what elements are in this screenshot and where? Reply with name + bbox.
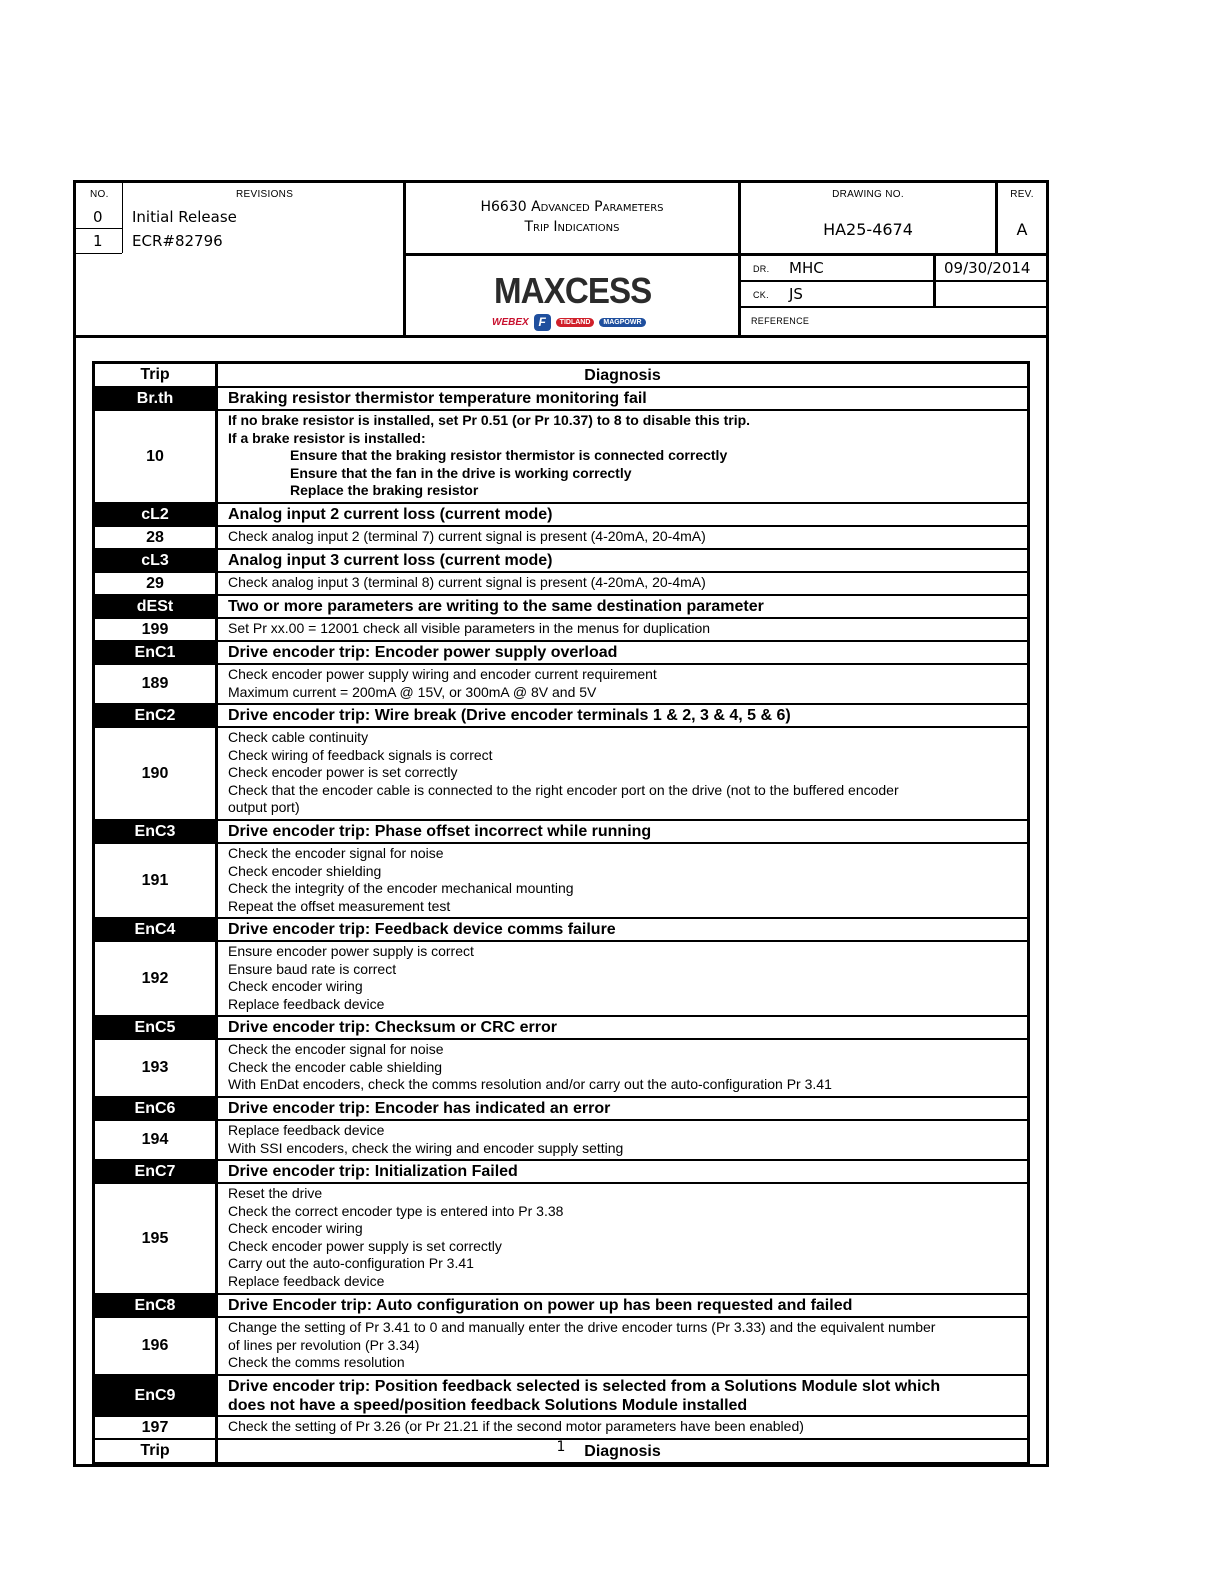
dr-cell (741, 256, 936, 282)
diagnosis-line: Ensure that the braking resistor thermistor is connected correctly (290, 447, 728, 463)
date-cell (936, 256, 1046, 282)
trip-heading-row (95, 1017, 1027, 1040)
title-line-1: H6630 Advanced Parameters (480, 199, 664, 215)
diagnosis-line: Check encoder power supply wiring and encoder current requirement (228, 666, 657, 682)
diagnosis-line: Check encoder shielding (228, 862, 382, 879)
trip-title (218, 1376, 1027, 1415)
trip-table (92, 361, 1030, 1465)
brand-magpowr: MAGPOWR (599, 318, 645, 327)
approvals-block (741, 256, 1046, 338)
trip-number: 199 (95, 619, 218, 640)
trip-diagnosis (218, 527, 1027, 548)
diagnosis-line: Check encoder power supply is set correctly (228, 1237, 502, 1254)
diagnosis-line: Check the encoder cable shielding (228, 1058, 443, 1075)
trip-heading-row (95, 388, 1027, 411)
drawing-number-block (741, 183, 998, 256)
trip-number: 193 (95, 1040, 218, 1096)
revisions-block (76, 183, 406, 338)
diagnosis-line: Replace feedback device (228, 1272, 385, 1289)
trip-title: Drive encoder trip: Encoder power supply overload (228, 644, 618, 661)
diagnosis-line: output port) (228, 799, 300, 815)
date: 09/30/2014 (944, 259, 1031, 277)
trip-detail-row (95, 1121, 1027, 1161)
trip-heading-row (95, 1161, 1027, 1184)
trip-detail-row (95, 1417, 1027, 1440)
trip-heading-row (95, 821, 1027, 844)
title-line-2: Trip Indications (524, 219, 620, 235)
trip-heading-row (95, 1295, 1027, 1318)
diagnosis-line: Check the comms resolution (228, 1354, 405, 1370)
trip-code: EnC2 (95, 705, 218, 726)
trip-number: 196 (95, 1318, 218, 1374)
trip-number: 192 (95, 942, 218, 1015)
trip-title: Drive encoder trip: Phase offset incorrect while running (228, 823, 652, 840)
page-number: 1 (556, 1439, 566, 1455)
diagnosis-line: Reset the drive (228, 1185, 323, 1201)
trip-heading-row (95, 550, 1027, 573)
trip-code: EnC7 (95, 1161, 218, 1182)
diagnosis-line: If a brake resistor is installed: (228, 429, 426, 446)
trip-detail-row (95, 619, 1027, 642)
trip-detail-row (95, 1184, 1027, 1295)
drawn-by: MHC (789, 259, 824, 277)
diagnosis-line: Change the setting of Pr 3.41 to 0 and manually enter the drive encoder turns (Pr 3.33) and the equivalent number (228, 1319, 936, 1335)
diagnosis-line: Check encoder wiring (228, 978, 363, 994)
trip-code: EnC6 (95, 1098, 218, 1119)
trip-code: Br.th (95, 388, 218, 409)
diagnosis-line: Carry out the auto-configuration Pr 3.41 (228, 1255, 474, 1271)
revision-0-number: 0 (93, 208, 103, 226)
diagnosis-line: Check the setting of Pr 3.26 (or Pr 21.21 if the second motor parameters have been enabled) (228, 1418, 804, 1434)
diagnosis-line: Replace feedback device (228, 1122, 385, 1138)
revision-0-desc: Initial Release (132, 208, 237, 226)
diagnosis-line: With EnDat encoders, check the comms resolution and/or carry out the auto-configuration Pr 3.41 (228, 1076, 832, 1092)
trip-diagnosis (218, 573, 1027, 594)
trip-number: 191 (95, 844, 218, 917)
trip-title: Braking resistor thermistor temperature monitoring fail (228, 390, 647, 407)
trip-code: cL2 (95, 504, 218, 525)
diagnosis-line: Check cable continuity (228, 729, 369, 745)
diagnosis-line: Check analog input 2 (terminal 7) current signal is present (4-20mA, 20-4mA) (228, 528, 706, 544)
diagnosis-line: Check wiring of feedback signals is correct (228, 746, 493, 763)
dr-label: DR. (753, 264, 770, 274)
trip-heading-row (95, 596, 1027, 619)
diagnosis-line: Ensure baud rate is correct (228, 960, 397, 977)
trip-title: Two or more parameters are writing to the same destination parameter (228, 598, 764, 615)
trip-heading-row (95, 1376, 1027, 1417)
trip-title: Drive encoder trip: Feedback device comms failure (228, 921, 616, 938)
column-header-trip: Trip (95, 364, 218, 386)
trip-diagnosis (218, 1417, 1027, 1438)
logo-text: MAXCESS (494, 270, 652, 311)
revision-letter-block (998, 183, 1046, 256)
trip-number: 189 (95, 665, 218, 703)
trip-diagnosis (218, 728, 1027, 819)
trip-diagnosis (218, 619, 1027, 640)
diagnosis-line: Replace feedback device (228, 995, 385, 1012)
drawing-number: HA25-4674 (823, 220, 913, 239)
trip-heading-row (95, 919, 1027, 942)
trip-title-line: does not have a speed/position feedback Solutions Module installed (228, 1397, 748, 1414)
revision-divider (76, 228, 122, 229)
revision-1-number: 1 (93, 232, 103, 250)
trip-diagnosis (218, 844, 1027, 917)
trip-number: 194 (95, 1121, 218, 1159)
ck-date-cell (936, 282, 1046, 308)
trip-heading-row (95, 705, 1027, 728)
trip-number: 190 (95, 728, 218, 819)
trip-diagnosis (218, 411, 1027, 502)
trip-title: Drive encoder trip: Initialization Failed (228, 1163, 518, 1180)
diagnosis-line: Check the encoder signal for noise (228, 845, 444, 861)
trip-detail-row (95, 573, 1027, 596)
trip-code: EnC9 (95, 1376, 218, 1415)
rev-label: REV. (1010, 189, 1034, 200)
brand-webex: WEBEX (492, 317, 529, 328)
trip-title: Analog input 2 current loss (current mode) (228, 506, 553, 523)
trip-diagnosis (218, 1121, 1027, 1159)
revisions-label: REVISIONS (236, 189, 294, 200)
trip-diagnosis (218, 665, 1027, 703)
trip-diagnosis (218, 1318, 1027, 1374)
diagnosis-line: of lines per revolution (Pr 3.34) (228, 1336, 420, 1353)
document-title (406, 183, 741, 256)
brand-fife: F (534, 314, 551, 331)
trip-number: 195 (95, 1184, 218, 1293)
trip-code: cL3 (95, 550, 218, 571)
trip-diagnosis (218, 942, 1027, 1015)
trip-heading-row (95, 642, 1027, 665)
trip-code: EnC4 (95, 919, 218, 940)
trip-code: EnC8 (95, 1295, 218, 1316)
company-logo (406, 256, 741, 338)
checked-by: JS (789, 285, 803, 303)
diagnosis-line: Check the encoder signal for noise (228, 1041, 444, 1057)
trip-title: Drive encoder trip: Encoder has indicated an error (228, 1100, 611, 1117)
footer-trip: Trip (95, 1440, 218, 1462)
trip-number: 197 (95, 1417, 218, 1438)
revision-1-desc: ECR#82796 (132, 232, 223, 250)
trip-title: Drive encoder trip: Wire break (Drive encoder terminals 1 & 2, 3 & 4, 5 & 6) (228, 707, 791, 724)
trip-title-line: Drive encoder trip: Position feedback selected is selected from a Solutions Module slot which (228, 1378, 941, 1395)
trip-detail-row (95, 844, 1027, 919)
drawing-no-label: DRAWING NO. (832, 189, 904, 200)
diagnosis-line: Check encoder wiring (228, 1220, 363, 1236)
trip-detail-row (95, 942, 1027, 1017)
trip-code: EnC5 (95, 1017, 218, 1038)
trip-number: 29 (95, 573, 218, 594)
trip-number: 10 (95, 411, 218, 502)
trip-title: Drive encoder trip: Checksum or CRC error (228, 1019, 557, 1036)
trip-detail-row (95, 1040, 1027, 1098)
trip-detail-row (95, 665, 1027, 705)
brand-logos (492, 314, 646, 331)
drawing-frame (73, 180, 1049, 1467)
ck-cell (741, 282, 936, 308)
trip-diagnosis (218, 1184, 1027, 1293)
trip-code: dESt (95, 596, 218, 617)
diagnosis-line: Check encoder power is set correctly (228, 764, 458, 780)
diagnosis-line: Check that the encoder cable is connected to the right encoder port on the drive (not to the buffered encoder (228, 781, 899, 798)
trip-detail-row (95, 728, 1027, 821)
diagnosis-line: Ensure that the fan in the drive is working correctly (290, 464, 632, 481)
trip-detail-row (95, 411, 1027, 504)
diagnosis-line: Replace the braking resistor (290, 482, 479, 498)
diagnosis-line: Ensure encoder power supply is correct (228, 943, 474, 959)
trip-detail-row (95, 527, 1027, 550)
trip-number: 28 (95, 527, 218, 548)
trip-code: EnC3 (95, 821, 218, 842)
trip-code: EnC1 (95, 642, 218, 663)
brand-tidland: TIDLAND (556, 318, 595, 327)
reference-label: REFERENCE (751, 316, 810, 326)
ck-label: CK. (753, 290, 769, 300)
column-header-diagnosis: Diagnosis (584, 366, 661, 384)
revision-letter: A (1016, 220, 1028, 239)
revision-divider (76, 253, 122, 254)
trip-title: Drive Encoder trip: Auto configuration on power up has been requested and failed (228, 1297, 853, 1314)
diagnosis-line: Repeat the offset measurement test (228, 897, 451, 914)
trip-detail-row (95, 1318, 1027, 1376)
diagnosis-line: Check the integrity of the encoder mechanical mounting (228, 880, 574, 896)
diagnosis-line: If no brake resistor is installed, set Pr 0.51 (or Pr 10.37) to 8 to disable this trip. (228, 412, 751, 428)
no-label: NO. (90, 189, 109, 200)
trip-heading-row (95, 504, 1027, 527)
table-header-row (95, 364, 1027, 388)
diagnosis-line: Maximum current = 200mA @ 15V, or 300mA @ 8V and 5V (228, 683, 597, 700)
footer-diagnosis: Diagnosis (584, 1442, 661, 1460)
trip-heading-row (95, 1098, 1027, 1121)
diagnosis-line: Set Pr xx.00 = 12001 check all visible parameters in the menus for duplication (228, 620, 711, 636)
diagnosis-line: With SSI encoders, check the wiring and encoder supply setting (228, 1139, 624, 1156)
trip-diagnosis (218, 1040, 1027, 1096)
diagnosis-line: Check the correct encoder type is entered into Pr 3.38 (228, 1202, 564, 1219)
trip-title: Analog input 3 current loss (current mode) (228, 552, 553, 569)
diagnosis-line: Check analog input 3 (terminal 8) current signal is present (4-20mA, 20-4mA) (228, 574, 706, 590)
